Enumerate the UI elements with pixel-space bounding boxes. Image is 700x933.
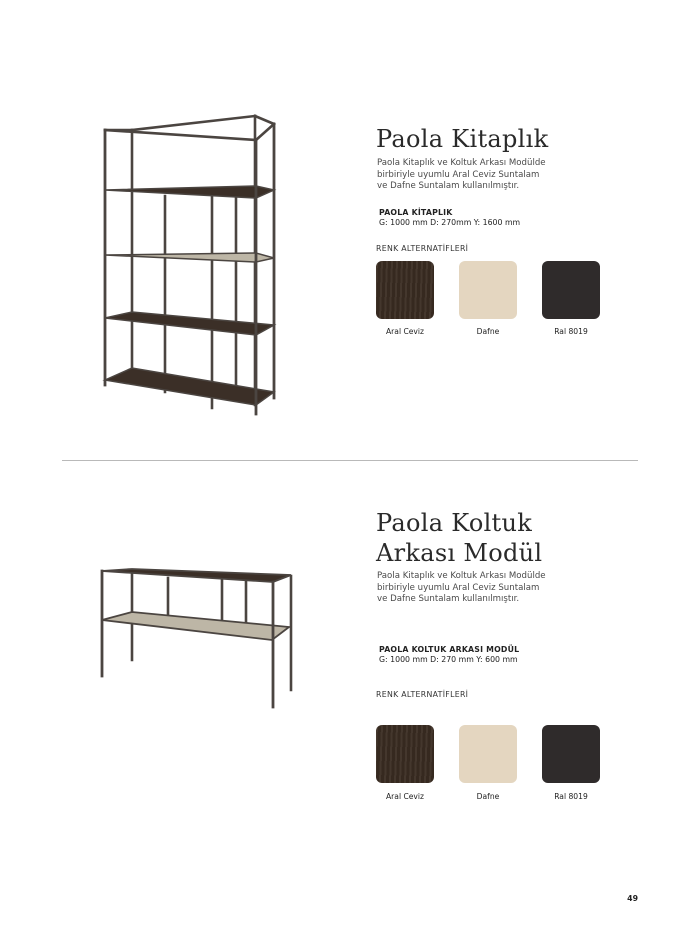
section-divider (62, 460, 638, 461)
swatch-ral-8019[interactable] (542, 725, 600, 783)
spec-name: PAOLA KOLTUK ARKASI MODÜL (379, 645, 520, 654)
sofa-back-module-illustration (95, 560, 300, 715)
swatch-label: Ral 8019 (554, 792, 588, 801)
page-number: 49 (627, 894, 638, 903)
swatch-aral-ceviz[interactable] (376, 725, 434, 783)
swatch-label: Dafne (476, 327, 500, 336)
swatch-label: Dafne (476, 792, 500, 801)
swatch-label: Aral Ceviz (385, 327, 425, 336)
spec-name: PAOLA KİTAPLIK (379, 208, 453, 217)
swatch-label: Aral Ceviz (385, 792, 425, 801)
product-description: Paola Kitaplık ve Koltuk Arkası Modülde birbiriyle uyumlu Aral Ceviz Suntalam ve Dafne Suntalam kullanılmıştır. (377, 571, 546, 604)
swatch-aral-ceviz[interactable] (376, 261, 434, 319)
swatch-dafne[interactable] (459, 725, 517, 783)
swatch-dafne[interactable] (459, 261, 517, 319)
spec-dimensions: G: 1000 mm D: 270 mm Y: 600 mm (379, 655, 518, 664)
bookcase-illustration (95, 105, 285, 425)
product-title: Paola Koltuk Arkası Modül (376, 509, 543, 567)
swatch-label: Ral 8019 (554, 327, 588, 336)
color-alternatives-heading: RENK ALTERNATİFLERİ (376, 690, 469, 699)
product-title: Paola Kitaplık (376, 125, 549, 153)
product-description: Paola Kitaplık ve Koltuk Arkası Modülde birbiriyle uyumlu Aral Ceviz Suntalam ve Dafne Suntalam kullanılmıştır. (377, 158, 546, 191)
color-alternatives-heading: RENK ALTERNATİFLERİ (376, 244, 469, 253)
spec-dimensions: G: 1000 mm D: 270mm Y: 1600 mm (379, 218, 521, 227)
swatch-ral-8019[interactable] (542, 261, 600, 319)
